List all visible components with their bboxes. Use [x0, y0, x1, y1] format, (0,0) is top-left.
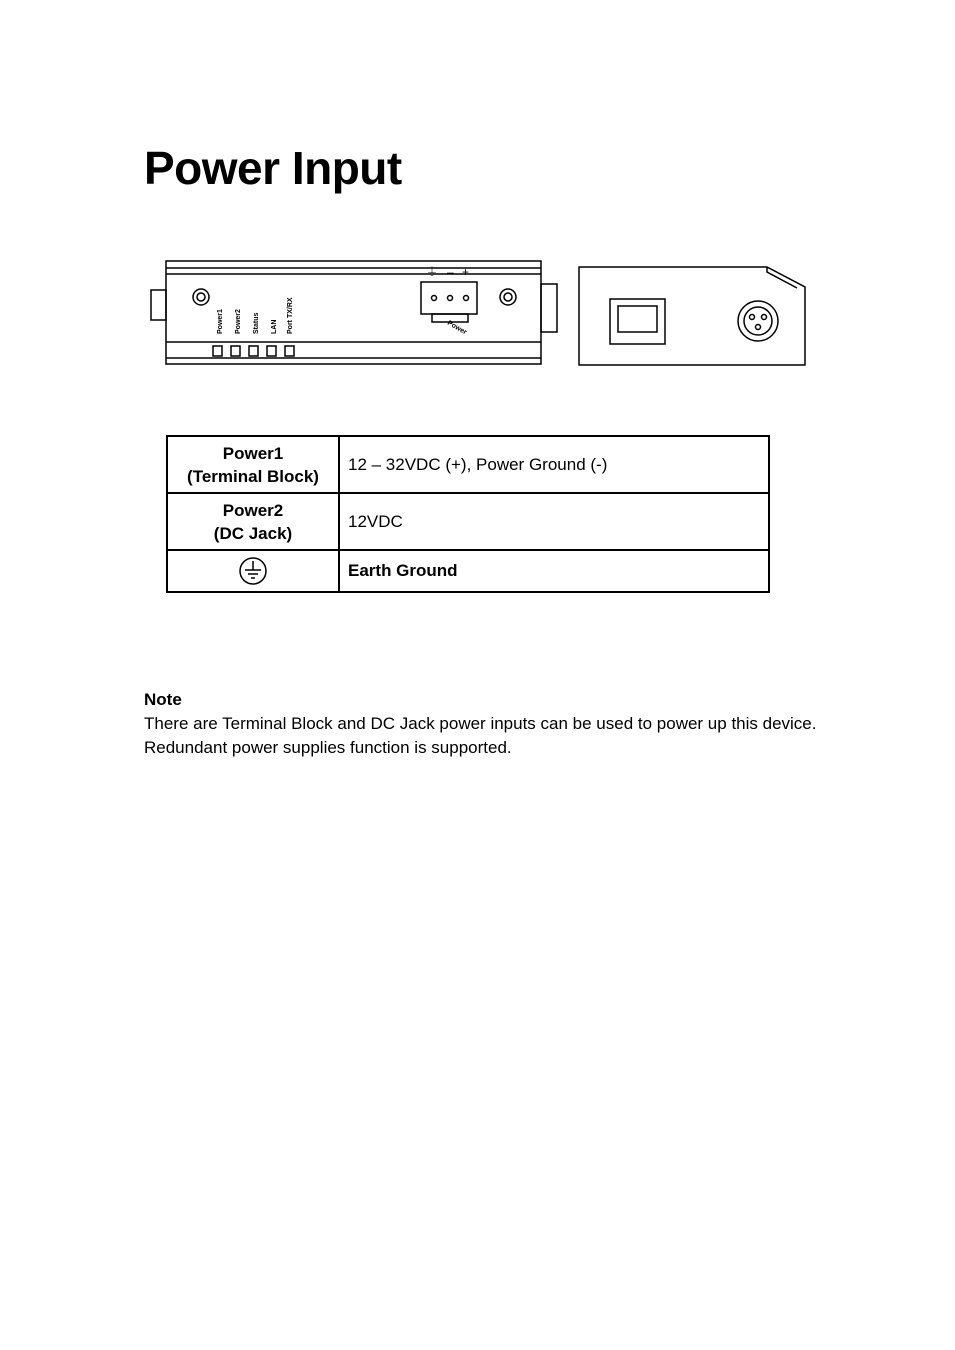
row-label [167, 550, 339, 592]
device-front-view [151, 261, 557, 364]
table-row [167, 493, 769, 550]
row-value: 12 – 32VDC (+), Power Ground (-) [339, 436, 769, 493]
led-label-status: Status [253, 312, 260, 334]
device-side-view [579, 267, 805, 365]
row-label-line2: (Terminal Block) [187, 466, 319, 486]
note-title: Note [144, 690, 182, 709]
terminal-minus-symbol: – [447, 265, 454, 279]
note-text: There are Terminal Block and DC Jack power inputs can be used to power up this device. Redundant power supplies function is supported. [144, 714, 817, 757]
row-value: 12VDC [339, 493, 769, 550]
row-label [167, 436, 339, 493]
led-label-power2: Power2 [235, 309, 242, 334]
earth-ground-icon [238, 556, 268, 586]
row-label-line2: (DC Jack) [213, 523, 293, 543]
row-label-line1: Power1 [222, 443, 284, 463]
led-label-lan: LAN [271, 319, 278, 334]
row-label [167, 493, 339, 550]
led-label-port-txrx: Port TX/RX [287, 297, 294, 334]
table-row [167, 550, 769, 592]
terminal-plus-symbol: + [462, 265, 470, 279]
terminal-ground-symbol: ⏚ [426, 265, 439, 279]
power-spec-table [166, 435, 770, 593]
device-figure [150, 255, 820, 375]
table-row [167, 436, 769, 493]
connector-label-power: Power [446, 319, 468, 337]
row-value: Earth Ground [339, 550, 769, 592]
row-label-line1: Power2 [222, 500, 284, 520]
led-label-power1: Power1 [217, 309, 224, 334]
page-title: Power Input [144, 142, 402, 194]
note-section [144, 688, 824, 760]
